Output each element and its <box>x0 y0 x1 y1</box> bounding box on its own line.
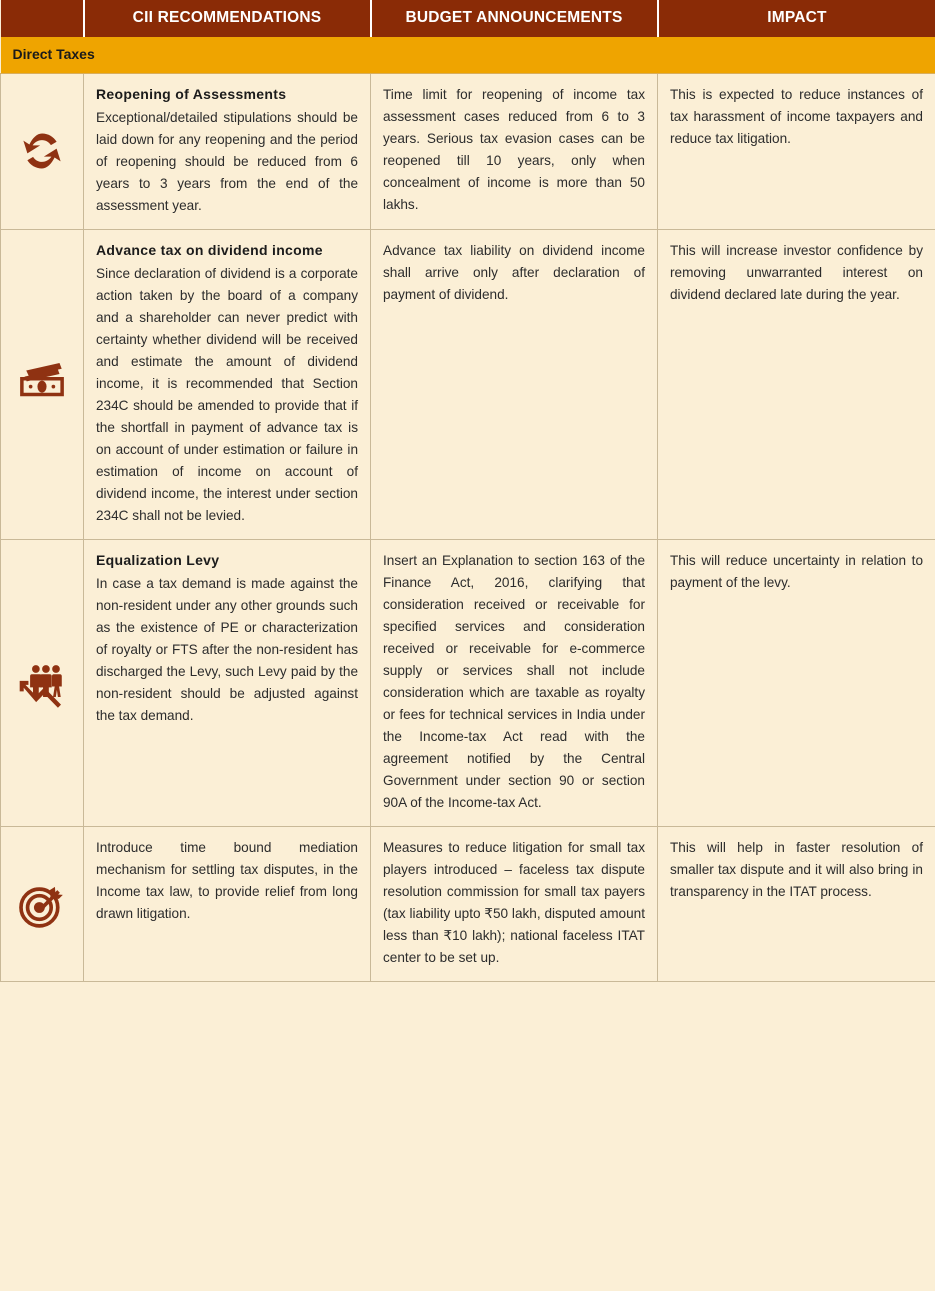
impact-cell: This will help in faster resolution of smaller tax dispute and it will also bring in transparency in the ITAT process. <box>658 827 935 982</box>
recommendation-title: Advance tax on dividend income <box>96 241 323 258</box>
target-bullseye-icon <box>14 876 70 932</box>
table-row <box>1 73 935 229</box>
table-header <box>1 0 935 37</box>
impact-header: IMPACT <box>658 0 935 37</box>
recommendation-text: Since declaration of dividend is a corporate action taken by the board of a company and a shareholder can never predict with certainty whether dividend will be received and estimate the amount of dividend income, it is recommended that Section 234C should be amended to provide that if the shortfall in payment of advance tax is on account of under estimation or failure in estimation of income on account of dividend income, the interest under section 234C shall not be levied. <box>96 265 358 523</box>
row-icon-cell <box>1 539 84 826</box>
row-icon-cell <box>1 73 84 229</box>
impact-cell: This is expected to reduce instances of tax harassment of income taxpayers and reduce tax litigation. <box>658 73 935 229</box>
budget-announcements-header: BUDGET ANNOUNCEMENTS <box>371 0 658 37</box>
impact-cell: This will increase investor confidence by removing unwarranted interest on dividend declared late during the year. <box>658 229 935 539</box>
recommendation-text: Introduce time bound mediation mechanism for settling tax disputes, in the Income tax law, to provide relief from long drawn litigation. <box>96 840 358 922</box>
table-row <box>1 539 935 826</box>
recommendation-cell <box>84 827 371 982</box>
recommendation-text: Exceptional/detailed stipulations should be laid down for any reopening and the period of reopening should be reduced from 6 years to 3 years from the end of the assessment year. <box>96 109 358 213</box>
announcement-cell: Insert an Explanation to section 163 of the Finance Act, 2016, clarifying that consideration received or receivable for specified services and consideration received or receivable for e-commerce supply or services shall not include consideration which are taxable as royalty or fees for technical services in India under the Income-tax Act read with the agreement notified by the Central Government under section 90 or section 90A of the Income-tax Act. <box>371 539 658 826</box>
announcement-cell: Time limit for reopening of income tax assessment cases reduced from 6 to 3 years. Serious tax evasion cases can be reopened till 10 years, only when concealment of income is more than 50 lakhs. <box>371 73 658 229</box>
recommendation-cell <box>84 229 371 539</box>
recommendation-title: Equalization Levy <box>96 551 220 568</box>
table-body <box>1 37 935 982</box>
recommendation-title: Reopening of Assessments <box>96 85 287 102</box>
row-icon-cell <box>1 229 84 539</box>
recommendation-text: In case a tax demand is made against the non-resident under any other grounds such as the existence of PE or characterization of royalty or FTS after the non-resident has discharged the Levy, such Levy paid by the non-resident should be adjusted against the tax demand. <box>96 575 358 724</box>
header-row <box>1 0 935 37</box>
impact-cell: This will reduce uncertainty in relation to payment of the levy. <box>658 539 935 826</box>
section-header-row <box>1 37 935 73</box>
recommendation-cell <box>84 73 371 229</box>
people-growth-chart-icon <box>14 655 70 711</box>
recycle-arrows-icon <box>14 123 70 179</box>
announcement-cell: Advance tax liability on dividend income shall arrive only after declaration of payment of dividend. <box>371 229 658 539</box>
row-icon-cell <box>1 827 84 982</box>
icon-column-header <box>1 0 84 37</box>
cii-recommendations-header: CII RECOMMENDATIONS <box>84 0 371 37</box>
announcement-cell: Measures to reduce litigation for small tax players introduced – faceless tax dispute resolution commission for small tax payers (tax liability upto ₹50 lakh, disputed amount less than ₹10 lakh); national faceless ITAT center to be set up. <box>371 827 658 982</box>
table-row <box>1 229 935 539</box>
recommendation-cell <box>84 539 371 826</box>
money-cash-icon <box>14 356 70 412</box>
section-title-direct-taxes: Direct Taxes <box>1 37 935 73</box>
table-row <box>1 827 935 982</box>
